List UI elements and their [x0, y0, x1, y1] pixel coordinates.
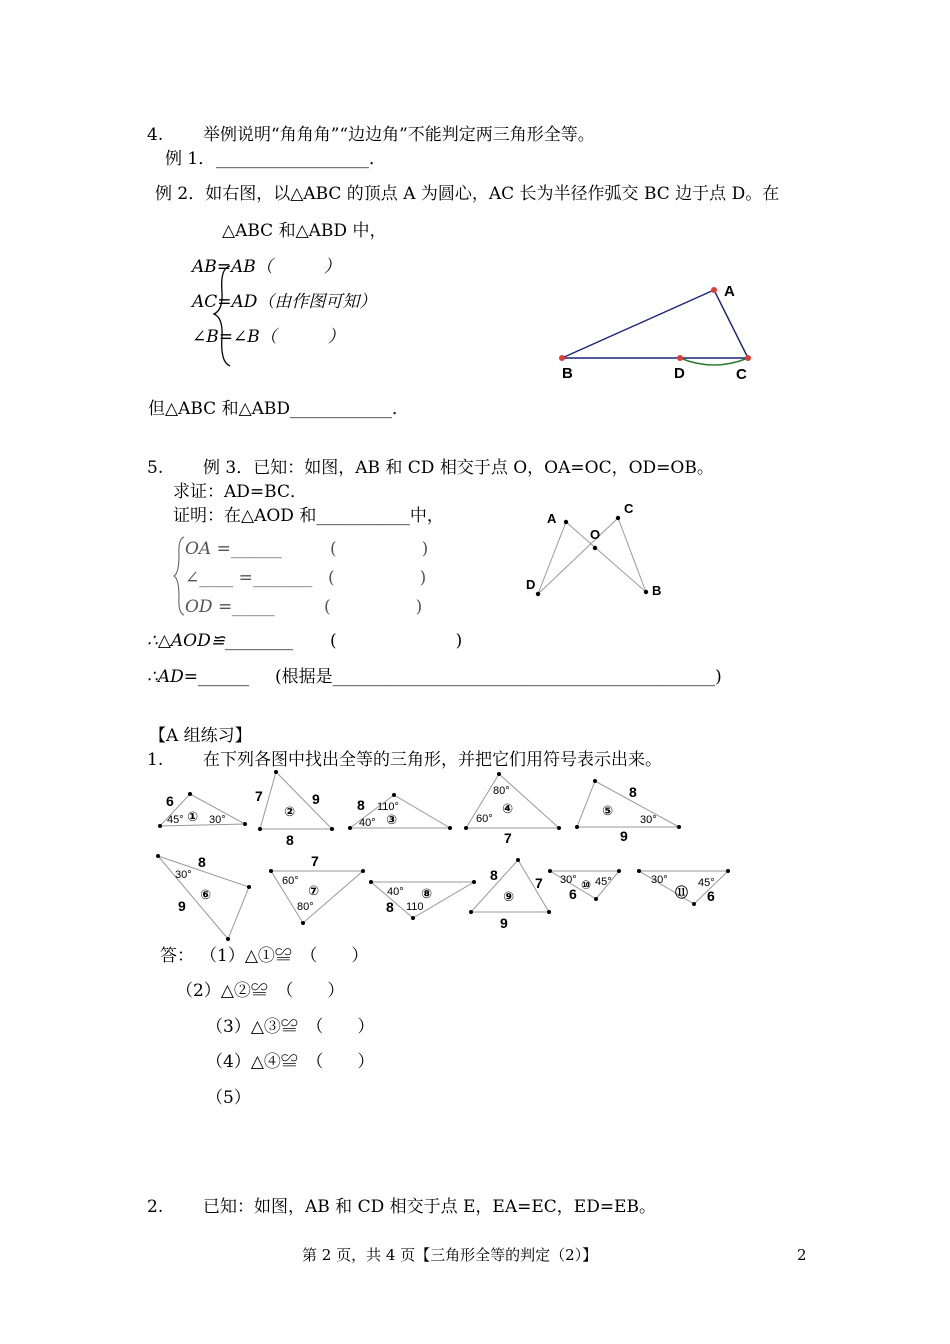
t11-number: ⑪	[675, 885, 689, 900]
q5-row-3: OD =_____	[185, 597, 275, 617]
triangles-figure	[145, 765, 745, 945]
t9-side-7: 7	[535, 875, 543, 891]
q5-row-2-reason: ( )	[328, 568, 427, 588]
t6-number: ⑥	[200, 887, 212, 902]
t4-angle-60: 60°	[476, 813, 493, 825]
t9-side-9: 9	[500, 915, 508, 931]
t2-side-8: 8	[286, 832, 294, 848]
t1-number: ①	[187, 809, 199, 824]
t3-side-8: 8	[357, 797, 365, 813]
q5-brace	[172, 535, 186, 617]
point-b	[559, 355, 565, 361]
t5-number: ⑤	[602, 803, 614, 818]
q5-row-1: OA =______	[185, 539, 282, 559]
group-a-q1-number: 1.	[147, 750, 164, 770]
label-a: A	[724, 283, 735, 300]
q4-number: 4.	[147, 125, 164, 145]
t11-angle-30: 30°	[651, 874, 668, 886]
q5-number: 5.	[147, 458, 164, 478]
point-c	[616, 516, 620, 520]
t10-number: ⑩	[581, 878, 592, 892]
point-d	[677, 355, 683, 361]
t3-angle-110: 110°	[377, 801, 399, 813]
t10-angle-30: 30°	[560, 874, 577, 886]
t6-side-8: 8	[198, 854, 206, 870]
q5-therefore-1: ∴△AOD≌________	[147, 631, 293, 651]
q2-text: 已知：如图，AB 和 CD 相交于点 E，EA=EC，ED=EB。	[203, 1197, 656, 1217]
triangle-2	[260, 772, 332, 829]
t1-angle-45: 45°	[167, 814, 184, 826]
label-o: O	[590, 527, 601, 542]
point-c	[745, 355, 751, 361]
t6-angle-30: 30°	[175, 869, 192, 881]
q4-condition-1: AB=AB（ ）	[192, 257, 341, 277]
footer-page-number: 2	[797, 1246, 807, 1264]
q4-brace	[210, 262, 236, 370]
q5-text: 例 3．已知：如图，AB 和 CD 相交于点 O，OA=OC，OD=OB。	[203, 458, 714, 478]
label-c: C	[624, 501, 634, 516]
q4-condition-2: AC=AD（由作图可知）	[192, 292, 377, 312]
label-d: D	[674, 365, 685, 382]
segment-ad	[538, 522, 566, 594]
t4-side-7: 7	[504, 830, 512, 846]
t6-side-9: 9	[178, 898, 186, 914]
figure-intersecting-segments	[520, 498, 680, 608]
t5-side-9: 9	[620, 828, 628, 844]
triangle-vertices	[156, 770, 730, 941]
answer-3: （3）△③≌ （ ）	[206, 1017, 375, 1037]
t7-angle-60: 60°	[282, 875, 299, 887]
segment-ab	[562, 290, 714, 358]
q5-therefore-1-reason: ( )	[330, 631, 463, 651]
q5-row-1-reason: ( )	[330, 539, 429, 559]
q5-therefore-2-reason: (根据是_____________________________________________)	[275, 667, 722, 687]
point-d	[536, 592, 540, 596]
q2-number: 2.	[147, 1197, 164, 1217]
t11-angle-45: 45°	[698, 877, 715, 889]
q4-example2-intro: 例 2．如右图，以△ABC 的顶点 A 为圆心，AC 长为半径作弧交 BC 边于点 D。在	[155, 184, 780, 204]
t7-number: ⑦	[308, 883, 320, 898]
point-o	[593, 546, 597, 550]
q5-row-3-reason: ( )	[324, 597, 423, 617]
segment-cb	[618, 518, 646, 592]
q4-conclusion: 但△ABC 和△ABD____________．	[148, 399, 410, 419]
segment-cd	[538, 518, 618, 594]
t4-number: ④	[502, 801, 514, 816]
label-c: C	[736, 366, 747, 383]
t7-angle-80: 80°	[297, 901, 314, 913]
arc-dc	[680, 358, 748, 365]
t8-side-8: 8	[386, 899, 394, 915]
label-b: B	[562, 365, 573, 382]
point-b	[644, 590, 648, 594]
t5-side-8: 8	[629, 784, 637, 800]
figure-triangle-abc	[550, 280, 760, 385]
t1-angle-30: 30°	[209, 814, 226, 826]
q5-therefore-2: ∴AD=______	[147, 667, 249, 687]
t11-side-6: 6	[707, 888, 715, 904]
segment-ac	[714, 290, 748, 358]
t7-side-7: 7	[311, 853, 319, 869]
t2-side-9: 9	[312, 791, 320, 807]
t8-angle-110: 110	[406, 901, 424, 913]
t9-side-8: 8	[490, 867, 498, 883]
t10-angle-45: 45°	[595, 876, 612, 888]
answer-4: （4）△④≌ （ ）	[206, 1052, 375, 1072]
t3-number: ③	[386, 812, 398, 827]
label-d: D	[526, 577, 536, 592]
t2-side-7: 7	[255, 788, 263, 804]
t9-number: ⑨	[503, 889, 515, 904]
footer-text: 第 2 页，共 4 页【三角形全等的判定（2）】	[302, 1246, 598, 1264]
t5-angle-30: 30°	[640, 814, 657, 826]
group-a-q1-text: 在下列各图中找出全等的三角形，并把它们用符号表示出来。	[203, 750, 662, 770]
group-a-title: 【A 组练习】	[149, 726, 252, 746]
t1-side-6: 6	[166, 793, 174, 809]
t10-side-6: 6	[569, 886, 577, 902]
q4-condition-3: ∠B=∠B（ ）	[192, 327, 345, 347]
point-a	[711, 287, 717, 293]
triangle-5	[577, 781, 679, 827]
point-a	[564, 520, 568, 524]
answer-lead: 答：	[160, 946, 194, 966]
t2-number: ②	[284, 804, 296, 819]
q4-example2-triangles: △ABC 和△ABD 中，	[222, 221, 387, 241]
q4-example1-label: 例 1．	[165, 149, 216, 169]
q5-row-2: ∠____ =_______	[185, 568, 313, 588]
t8-number: ⑧	[421, 886, 433, 901]
t3-angle-40: 40°	[359, 817, 376, 829]
answer-1: （1）△①≌ （ ）	[200, 946, 369, 966]
answer-2: （2）△②≌ （ ）	[176, 981, 345, 1001]
answer-5: （5）	[206, 1088, 251, 1108]
q4-text: 举例说明“角角角”“边边角”不能判定两三角形全等。	[203, 125, 595, 145]
q4-example1-blank: __________________．	[216, 149, 386, 169]
q5-prove: 求证：AD=BC．	[173, 482, 307, 502]
label-b: B	[652, 583, 662, 598]
q5-proof-intro: 证明：在△AOD 和___________中，	[173, 506, 444, 526]
t8-angle-40: 40°	[387, 886, 404, 898]
t4-angle-80: 80°	[493, 785, 510, 797]
label-a: A	[547, 511, 557, 526]
segment-ab	[566, 522, 646, 592]
